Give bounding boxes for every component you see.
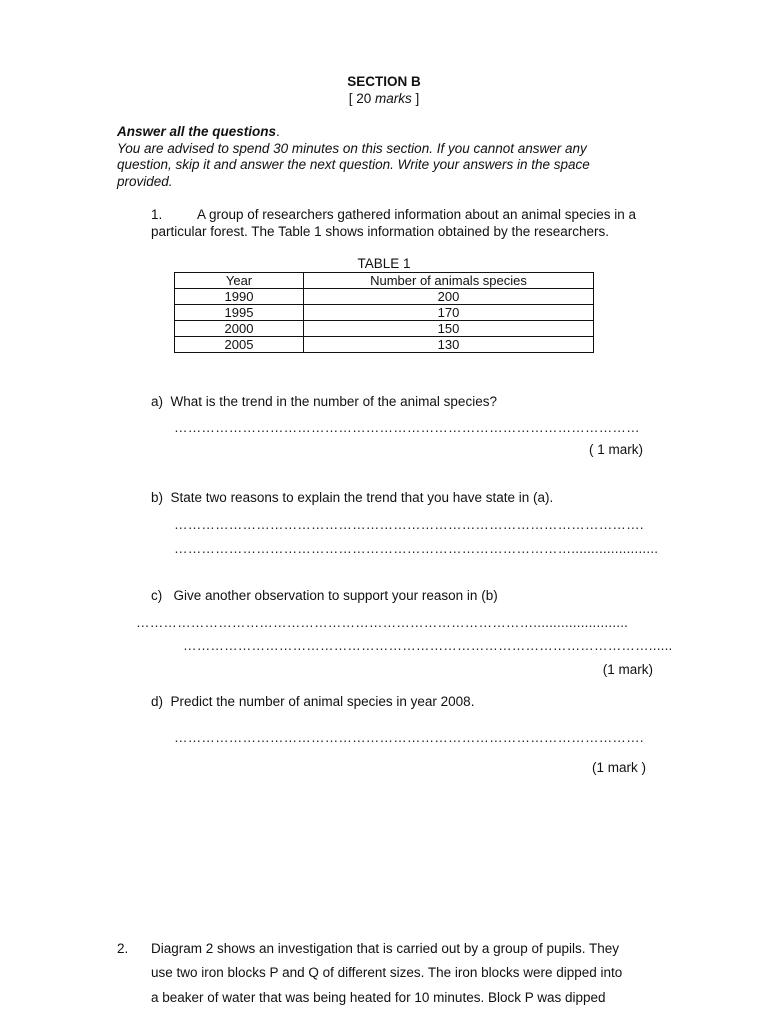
table-header-row [175,273,594,289]
question-1-number: 1. [151,207,163,222]
part-c-mark: (1 mark) [602,662,653,677]
table-cell-year: 1990 [175,289,304,305]
answer-line-b2[interactable]: ……………………………………………………………………………...................... [174,541,659,556]
table-header-count: Number of animals species [304,273,594,289]
part-c-label: c) [151,588,163,603]
table-cell-year: 2000 [175,321,304,337]
table-row [175,305,594,321]
answer-line-c2[interactable]: …………………………………………………………………………………………...... [183,638,673,653]
table-row [175,289,594,305]
table-cell-count: 130 [304,337,594,353]
marks-word: marks [375,91,412,106]
part-d [151,694,474,709]
instructions-heading: Answer all the questions [117,124,277,139]
part-d-text: Predict the number of animal species in year 2008. [170,694,475,709]
part-b [151,490,553,505]
question-2-number: 2. [117,941,129,956]
answer-line-d[interactable]: …………………………………………………………………………………………. [174,730,644,745]
question-2-line: a beaker of water that was being heated for 10 minutes. Block P was dipped [151,990,606,1005]
part-a-label: a) [151,394,164,409]
answer-line-a[interactable]: ………………………………………………………………………………………… [174,420,640,435]
marks-close: ] [411,91,420,106]
table-1 [174,272,594,353]
instructions-heading-end: . [276,124,280,139]
instructions [117,124,637,190]
table-cell-year: 2005 [175,337,304,353]
answer-line-c1[interactable]: ……………………………………………………………………………........................ [136,615,629,630]
instructions-advice: You are advised to spend 30 minutes on this section. If you cannot answer any question, skip it and answer the next question. Write your answers in the space provided. [117,140,590,189]
part-c-text: Give another observation to support your reason in (b) [173,588,498,603]
question-1 [151,206,671,240]
question-2-line: Diagram 2 shows an investigation that is carried out by a group of pupils. They [151,941,620,956]
part-a-text: What is the trend in the number of the animal species? [170,394,497,409]
marks-open: [ 20 [348,91,375,106]
table-header-year: Year [175,273,304,289]
part-a-mark: ( 1 mark) [589,442,643,457]
part-c [151,588,498,603]
answer-line-b1[interactable]: …………………………………………………………………………………………. [174,517,644,532]
part-b-label: b) [151,490,164,505]
part-b-text: State two reasons to explain the trend that you have state in (a). [170,490,554,505]
table-row [175,337,594,353]
table-cell-count: 150 [304,321,594,337]
table-caption: TABLE 1 [357,256,411,271]
table-cell-count: 200 [304,289,594,305]
table-cell-year: 1995 [175,305,304,321]
table-row [175,321,594,337]
part-a [151,394,497,409]
part-d-mark: (1 mark ) [592,760,646,775]
table-cell-count: 170 [304,305,594,321]
question-1-text: A group of researchers gathered information about an animal species in a particular forest. The Table 1 shows information obtained by the researchers. [151,207,637,239]
section-marks [0,91,768,106]
part-d-label: d) [151,694,164,709]
question-2-line: use two iron blocks P and Q of different sizes. The iron blocks were dipped into [151,965,623,980]
section-title: SECTION B [347,74,421,89]
